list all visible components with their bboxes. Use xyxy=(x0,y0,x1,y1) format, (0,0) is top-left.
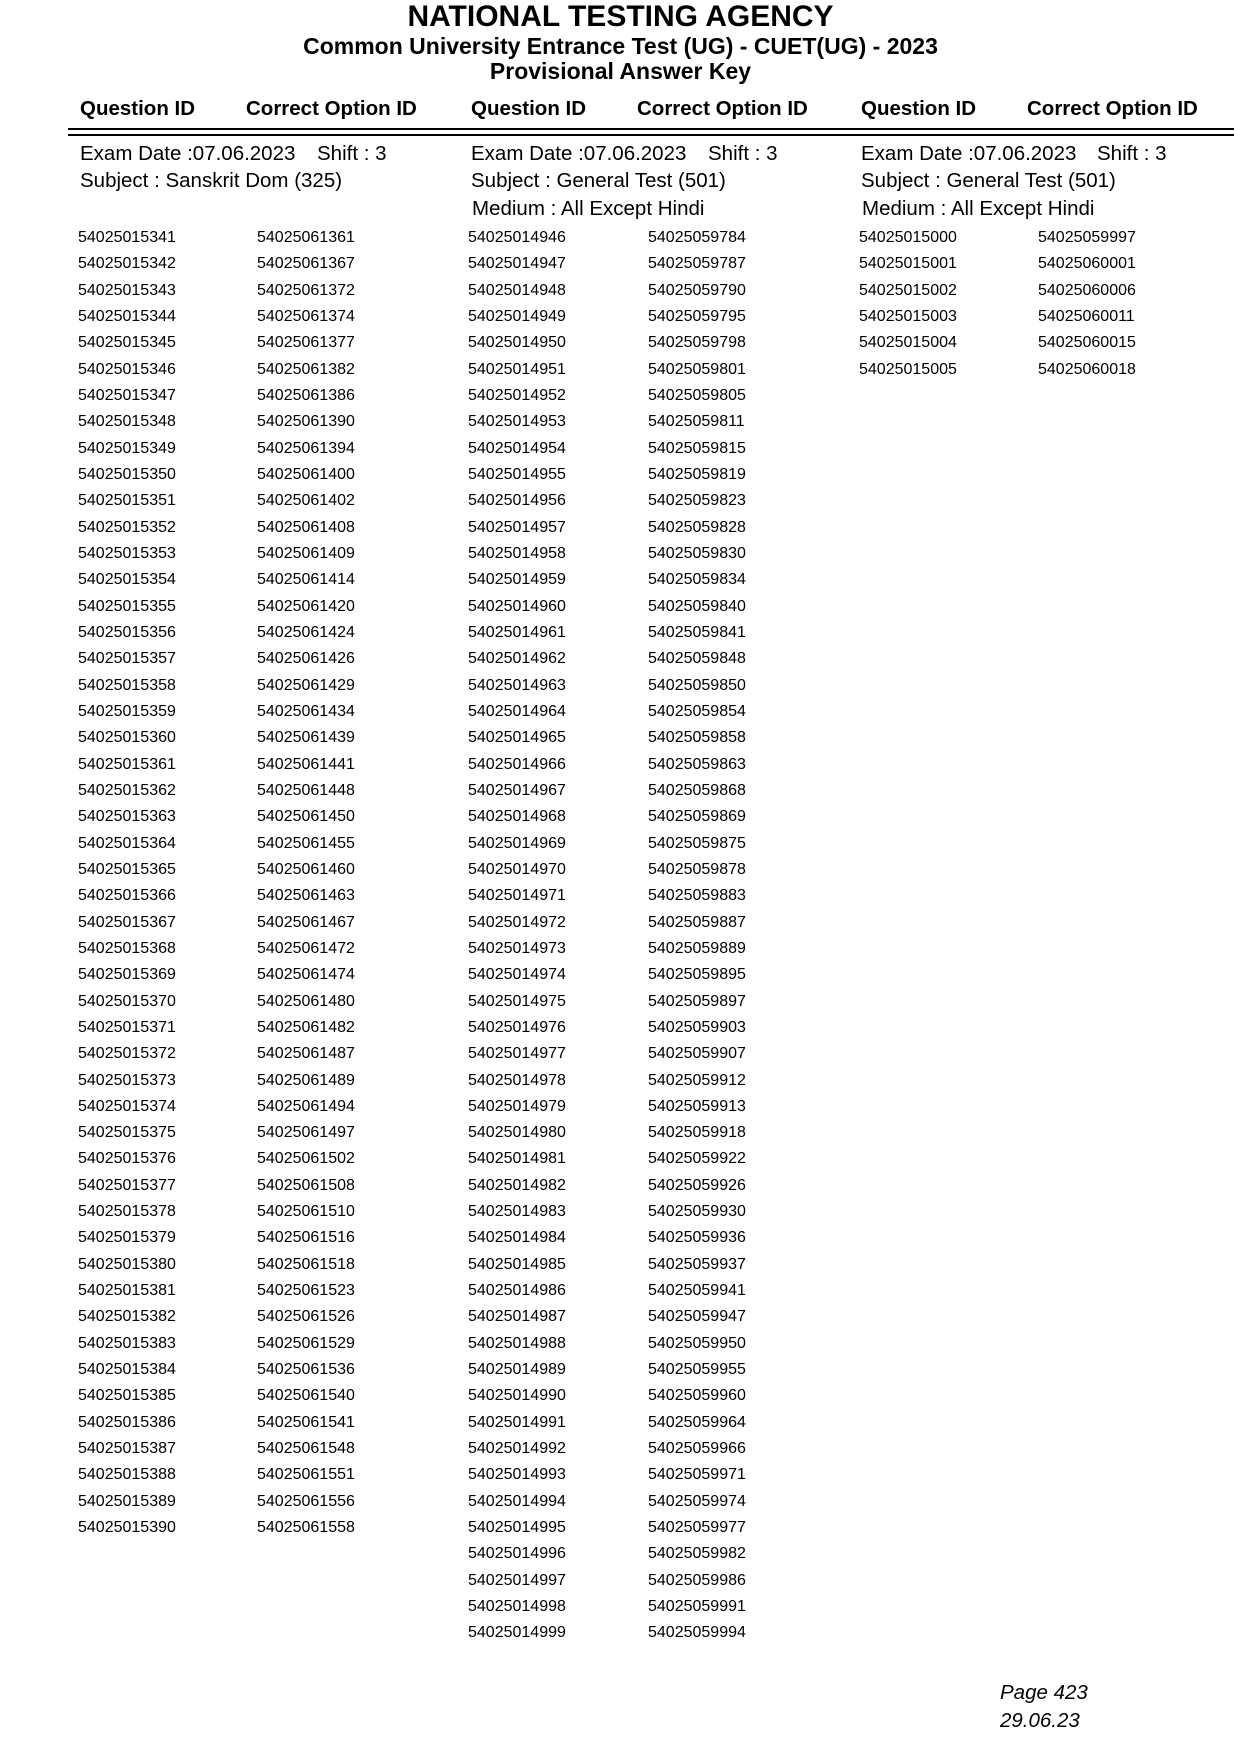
table-cell: 54025014970 xyxy=(468,860,566,878)
table-cell: 54025061390 xyxy=(257,413,355,431)
table-cell: 54025061523 xyxy=(257,1282,355,1300)
section-3-subject: Subject : General Test (501) xyxy=(861,169,1116,192)
table-cell: 54025014963 xyxy=(468,676,566,694)
table-cell: 54025014992 xyxy=(468,1440,566,1458)
table-cell: 54025061409 xyxy=(257,544,355,562)
table-cell: 54025014966 xyxy=(468,755,566,773)
table-cell: 54025015365 xyxy=(78,860,176,878)
table-cell: 54025015373 xyxy=(78,1071,176,1089)
table-cell: 54025014965 xyxy=(468,729,566,747)
table-cell: 54025061394 xyxy=(257,439,355,457)
section-3-medium: Medium : All Except Hindi xyxy=(862,197,1095,220)
table-cell: 54025015383 xyxy=(78,1334,176,1352)
table-cell: 54025014979 xyxy=(468,1097,566,1115)
table-cell: 54025061556 xyxy=(257,1492,355,1510)
table-cell: 54025015376 xyxy=(78,1150,176,1168)
table-cell: 54025059895 xyxy=(648,966,746,984)
section-2-subject: Subject : General Test (501) xyxy=(471,169,726,192)
table-cell: 54025060015 xyxy=(1038,334,1136,352)
table-cell: 54025015357 xyxy=(78,650,176,668)
table-cell: 54025059903 xyxy=(648,1018,746,1036)
table-cell: 54025059991 xyxy=(648,1598,746,1616)
table-cell: 54025059913 xyxy=(648,1097,746,1115)
table-cell: 54025059805 xyxy=(648,386,746,404)
table-cell: 54025059955 xyxy=(648,1361,746,1379)
section-1-exam-date: Exam Date :07.06.2023 xyxy=(80,142,296,165)
table-cell: 54025014956 xyxy=(468,492,566,510)
table-cell: 54025059937 xyxy=(648,1255,746,1273)
table-cell: 54025061518 xyxy=(257,1255,355,1273)
table-cell: 54025059823 xyxy=(648,492,746,510)
table-cell: 54025059926 xyxy=(648,1176,746,1194)
table-cell: 54025059840 xyxy=(648,597,746,615)
table-cell: 54025014948 xyxy=(468,281,566,299)
table-cell: 54025014953 xyxy=(468,413,566,431)
table-cell: 54025014982 xyxy=(468,1176,566,1194)
table-cell: 54025014950 xyxy=(468,334,566,352)
table-cell: 54025014993 xyxy=(468,1466,566,1484)
table-cell: 54025059994 xyxy=(648,1624,746,1642)
table-cell: 54025059848 xyxy=(648,650,746,668)
table-cell: 54025015366 xyxy=(78,887,176,905)
table-cell: 54025061439 xyxy=(257,729,355,747)
table-cell: 54025014976 xyxy=(468,1018,566,1036)
table-cell: 54025059787 xyxy=(648,255,746,273)
table-cell: 54025015377 xyxy=(78,1176,176,1194)
table-cell: 54025015386 xyxy=(78,1413,176,1431)
header-correct-option-id-3: Correct Option ID xyxy=(1027,97,1198,120)
table-cell: 54025059936 xyxy=(648,1229,746,1247)
table-cell: 54025061382 xyxy=(257,360,355,378)
header-correct-option-id-1: Correct Option ID xyxy=(246,97,417,120)
table-cell: 54025015372 xyxy=(78,1045,176,1063)
table-cell: 54025059974 xyxy=(648,1492,746,1510)
section-2-shift: Shift : 3 xyxy=(708,142,778,165)
table-cell: 54025059868 xyxy=(648,781,746,799)
table-cell: 54025061448 xyxy=(257,781,355,799)
table-cell: 54025015346 xyxy=(78,360,176,378)
table-cell: 54025014996 xyxy=(468,1545,566,1563)
table-cell: 54025015348 xyxy=(78,413,176,431)
table-cell: 54025061526 xyxy=(257,1308,355,1326)
table-cell: 54025061502 xyxy=(257,1150,355,1168)
table-cell: 54025014962 xyxy=(468,650,566,668)
table-cell: 54025014999 xyxy=(468,1624,566,1642)
section-3-question-id-column xyxy=(859,225,957,383)
table-cell: 54025061494 xyxy=(257,1097,355,1115)
table-cell: 54025015358 xyxy=(78,676,176,694)
section-2-exam-date: Exam Date :07.06.2023 xyxy=(471,142,687,165)
table-cell: 54025059869 xyxy=(648,808,746,826)
table-cell: 54025059897 xyxy=(648,992,746,1010)
table-cell: 54025015344 xyxy=(78,307,176,325)
table-cell: 54025015341 xyxy=(78,229,176,246)
table-cell: 54025059930 xyxy=(648,1203,746,1221)
table-cell: 54025014967 xyxy=(468,781,566,799)
table-cell: 54025015363 xyxy=(78,808,176,826)
table-cell: 54025015347 xyxy=(78,386,176,404)
table-cell: 54025061487 xyxy=(257,1045,355,1063)
table-cell: 54025014973 xyxy=(468,939,566,957)
table-cell: 54025015364 xyxy=(78,834,176,852)
table-cell: 54025014997 xyxy=(468,1571,566,1589)
table-cell: 54025059986 xyxy=(648,1571,746,1589)
table-cell: 54025061541 xyxy=(257,1413,355,1431)
table-cell: 54025015378 xyxy=(78,1203,176,1221)
page-number: Page 423 xyxy=(1000,1681,1088,1704)
table-cell: 54025015362 xyxy=(78,781,176,799)
section-3-exam-date: Exam Date :07.06.2023 xyxy=(861,142,1077,165)
table-cell: 54025059830 xyxy=(648,544,746,562)
table-cell: 54025014998 xyxy=(468,1598,566,1616)
table-cell: 54025015382 xyxy=(78,1308,176,1326)
table-cell: 54025014974 xyxy=(468,966,566,984)
table-cell: 54025061460 xyxy=(257,860,355,878)
table-cell: 54025015001 xyxy=(859,255,957,273)
table-cell: 54025059922 xyxy=(648,1150,746,1168)
table-cell: 54025059887 xyxy=(648,913,746,931)
table-cell: 54025061474 xyxy=(257,966,355,984)
table-cell: 54025015390 xyxy=(78,1519,176,1537)
section-2-correct-option-id-column xyxy=(648,225,746,1647)
table-cell: 54025015368 xyxy=(78,939,176,957)
table-cell: 54025061361 xyxy=(257,229,355,246)
table-cell: 54025014977 xyxy=(468,1045,566,1063)
table-cell: 54025061508 xyxy=(257,1176,355,1194)
table-cell: 54025015380 xyxy=(78,1255,176,1273)
table-cell: 54025059811 xyxy=(648,413,745,431)
table-cell: 54025059854 xyxy=(648,702,746,720)
table-cell: 54025059907 xyxy=(648,1045,746,1063)
table-cell: 54025061424 xyxy=(257,623,355,641)
table-cell: 54025014972 xyxy=(468,913,566,931)
table-cell: 54025061367 xyxy=(257,255,355,273)
table-cell: 54025014984 xyxy=(468,1229,566,1247)
table-cell: 54025061497 xyxy=(257,1124,355,1142)
table-cell: 54025014990 xyxy=(468,1387,566,1405)
table-cell: 54025059815 xyxy=(648,439,746,457)
table-cell: 54025014989 xyxy=(468,1361,566,1379)
table-cell: 54025061434 xyxy=(257,702,355,720)
section-2-medium: Medium : All Except Hindi xyxy=(472,197,705,220)
table-cell: 54025014975 xyxy=(468,992,566,1010)
table-cell: 54025014947 xyxy=(468,255,566,273)
table-cell: 54025015381 xyxy=(78,1282,176,1300)
table-cell: 54025015002 xyxy=(859,281,957,299)
table-cell: 54025059819 xyxy=(648,465,746,483)
table-cell: 54025015353 xyxy=(78,544,176,562)
table-cell: 54025061548 xyxy=(257,1440,355,1458)
table-cell: 54025061516 xyxy=(257,1229,355,1247)
table-cell: 54025059784 xyxy=(648,229,746,246)
table-cell: 54025014964 xyxy=(468,702,566,720)
table-cell: 54025059875 xyxy=(648,834,746,852)
section-1-shift: Shift : 3 xyxy=(317,142,387,165)
table-cell: 54025060018 xyxy=(1038,360,1136,378)
table-cell: 54025014985 xyxy=(468,1255,566,1273)
table-cell: 54025060006 xyxy=(1038,281,1136,299)
table-cell: 54025015352 xyxy=(78,518,176,536)
table-cell: 54025014991 xyxy=(468,1413,566,1431)
table-cell: 54025061374 xyxy=(257,307,355,325)
table-cell: 54025061441 xyxy=(257,755,355,773)
table-cell: 54025061482 xyxy=(257,1018,355,1036)
table-cell: 54025059964 xyxy=(648,1413,746,1431)
table-cell: 54025059801 xyxy=(648,360,746,378)
table-cell: 54025015379 xyxy=(78,1229,176,1247)
table-cell: 54025059912 xyxy=(648,1071,746,1089)
table-cell: 54025014969 xyxy=(468,834,566,852)
table-cell: 54025061455 xyxy=(257,834,355,852)
table-cell: 54025059960 xyxy=(648,1387,746,1405)
header-rule-bottom xyxy=(68,134,1234,136)
table-cell: 54025014983 xyxy=(468,1203,566,1221)
table-cell: 54025059997 xyxy=(1038,229,1136,246)
table-cell: 54025059841 xyxy=(648,623,746,641)
table-cell: 54025059889 xyxy=(648,939,746,957)
table-cell: 54025059966 xyxy=(648,1440,746,1458)
table-cell: 54025015003 xyxy=(859,307,957,325)
table-cell: 54025061480 xyxy=(257,992,355,1010)
table-cell: 54025015000 xyxy=(859,229,957,246)
table-cell: 54025014949 xyxy=(468,307,566,325)
table-cell: 54025015360 xyxy=(78,729,176,747)
table-cell: 54025061489 xyxy=(257,1071,355,1089)
table-cell: 54025014980 xyxy=(468,1124,566,1142)
table-cell: 54025015359 xyxy=(78,702,176,720)
table-cell: 54025059941 xyxy=(648,1282,746,1300)
table-cell: 54025015345 xyxy=(78,334,176,352)
table-cell: 54025015369 xyxy=(78,966,176,984)
table-cell: 54025061529 xyxy=(257,1334,355,1352)
table-cell: 54025015342 xyxy=(78,255,176,273)
table-cell: 54025014951 xyxy=(468,360,566,378)
table-cell: 54025014988 xyxy=(468,1334,566,1352)
table-cell: 54025059950 xyxy=(648,1334,746,1352)
agency-title: NATIONAL TESTING AGENCY xyxy=(407,0,834,33)
table-cell: 54025015387 xyxy=(78,1440,176,1458)
section-1-question-id-column xyxy=(78,225,176,1541)
table-cell: 54025015389 xyxy=(78,1492,176,1510)
table-cell: 54025061400 xyxy=(257,465,355,483)
section-3-shift: Shift : 3 xyxy=(1097,142,1167,165)
table-cell: 54025061536 xyxy=(257,1361,355,1379)
table-cell: 54025014987 xyxy=(468,1308,566,1326)
table-cell: 54025059858 xyxy=(648,729,746,747)
table-cell: 54025059883 xyxy=(648,887,746,905)
table-cell: 54025061420 xyxy=(257,597,355,615)
table-cell: 54025061429 xyxy=(257,676,355,694)
header-question-id-3: Question ID xyxy=(861,97,977,120)
table-cell: 54025015350 xyxy=(78,465,176,483)
table-cell: 54025059971 xyxy=(648,1466,746,1484)
section-2-question-id-column xyxy=(468,225,566,1647)
table-cell: 54025059863 xyxy=(648,755,746,773)
table-cell: 54025061510 xyxy=(257,1203,355,1221)
header-question-id-2: Question ID xyxy=(471,97,587,120)
document-type: Provisional Answer Key xyxy=(489,58,752,84)
table-cell: 54025060001 xyxy=(1038,255,1136,273)
table-cell: 54025059834 xyxy=(648,571,746,589)
table-cell: 54025014960 xyxy=(468,597,566,615)
table-cell: 54025015375 xyxy=(78,1124,176,1142)
header-question-id-1: Question ID xyxy=(80,97,196,120)
table-cell: 54025059828 xyxy=(648,518,746,536)
section-3-correct-option-id-column xyxy=(1038,225,1136,383)
table-cell: 54025061551 xyxy=(257,1466,355,1484)
table-cell: 54025061414 xyxy=(257,571,355,589)
table-cell: 54025015384 xyxy=(78,1361,176,1379)
table-cell: 54025061558 xyxy=(257,1519,355,1537)
table-cell: 54025015367 xyxy=(78,913,176,931)
table-cell: 54025061463 xyxy=(257,887,355,905)
table-cell: 54025059795 xyxy=(648,307,746,325)
table-cell: 54025014961 xyxy=(468,623,566,641)
section-1-correct-option-id-column xyxy=(257,225,355,1541)
table-cell: 54025015361 xyxy=(78,755,176,773)
table-cell: 54025014995 xyxy=(468,1519,566,1537)
table-cell: 54025015374 xyxy=(78,1097,176,1115)
table-cell: 54025015355 xyxy=(78,597,176,615)
table-cell: 54025014952 xyxy=(468,386,566,404)
header-correct-option-id-2: Correct Option ID xyxy=(637,97,808,120)
table-cell: 54025014959 xyxy=(468,571,566,589)
table-cell: 54025060011 xyxy=(1038,307,1135,325)
exam-title: Common University Entrance Test (UG) - CUET(UG) - 2023 xyxy=(303,33,938,59)
table-cell: 54025014978 xyxy=(468,1071,566,1089)
table-cell: 54025015349 xyxy=(78,439,176,457)
table-cell: 54025015385 xyxy=(78,1387,176,1405)
table-cell: 54025059850 xyxy=(648,676,746,694)
table-cell: 54025061472 xyxy=(257,939,355,957)
table-cell: 54025014946 xyxy=(468,229,566,246)
table-cell: 54025015005 xyxy=(859,360,957,378)
table-cell: 54025061408 xyxy=(257,518,355,536)
table-cell: 54025015354 xyxy=(78,571,176,589)
table-cell: 54025014955 xyxy=(468,465,566,483)
table-cell: 54025015343 xyxy=(78,281,176,299)
table-cell: 54025015004 xyxy=(859,334,957,352)
table-cell: 54025061372 xyxy=(257,281,355,299)
table-cell: 54025014957 xyxy=(468,518,566,536)
table-cell: 54025061450 xyxy=(257,808,355,826)
table-cell: 54025059918 xyxy=(648,1124,746,1142)
table-cell: 54025015388 xyxy=(78,1466,176,1484)
table-cell: 54025015351 xyxy=(78,492,176,510)
table-cell: 54025059878 xyxy=(648,860,746,878)
table-cell: 54025014954 xyxy=(468,439,566,457)
table-cell: 54025059798 xyxy=(648,334,746,352)
table-cell: 54025015371 xyxy=(78,1018,176,1036)
table-cell: 54025014994 xyxy=(468,1492,566,1510)
table-cell: 54025059977 xyxy=(648,1519,746,1537)
table-cell: 54025014986 xyxy=(468,1282,566,1300)
table-cell: 54025014958 xyxy=(468,544,566,562)
table-cell: 54025015356 xyxy=(78,623,176,641)
table-cell: 54025059790 xyxy=(648,281,746,299)
table-cell: 54025061426 xyxy=(257,650,355,668)
table-cell: 54025061467 xyxy=(257,913,355,931)
table-cell: 54025061377 xyxy=(257,334,355,352)
table-cell: 54025014968 xyxy=(468,808,566,826)
table-cell: 54025061402 xyxy=(257,492,355,510)
table-cell: 54025059982 xyxy=(648,1545,746,1563)
table-cell: 54025061540 xyxy=(257,1387,355,1405)
header-rule-top xyxy=(68,128,1234,130)
table-cell: 54025015370 xyxy=(78,992,176,1010)
print-date: 29.06.23 xyxy=(1000,1709,1080,1732)
table-cell: 54025059947 xyxy=(648,1308,746,1326)
table-cell: 54025014971 xyxy=(468,887,566,905)
table-cell: 54025061386 xyxy=(257,386,355,404)
section-1-subject: Subject : Sanskrit Dom (325) xyxy=(80,169,343,192)
table-cell: 54025014981 xyxy=(468,1150,566,1168)
